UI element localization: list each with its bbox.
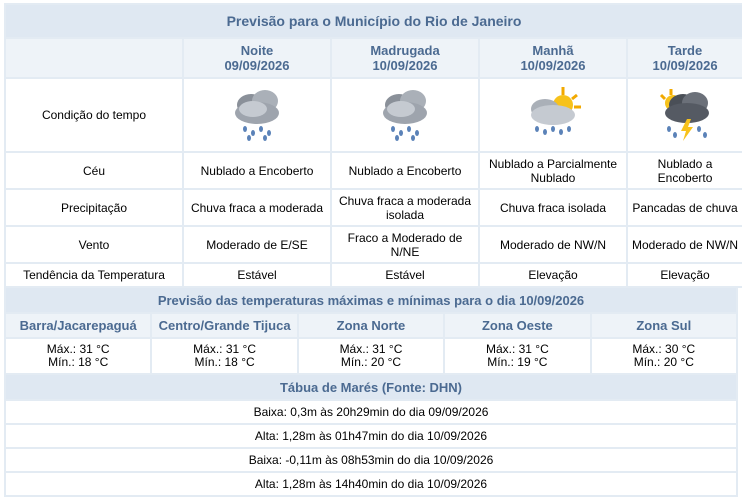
temp-min: Mín.: 18 °C xyxy=(48,355,109,369)
temperature-title: Previsão das temperaturas máximas e mínimas para o dia 10/09/2026 xyxy=(6,288,736,312)
temperature-table xyxy=(4,286,738,375)
temp-max: Máx.: 31 °C xyxy=(46,342,110,356)
tendencia-value: Elevação xyxy=(480,264,626,286)
temp-max: Máx.: 31 °C xyxy=(485,342,549,356)
tendencia-value: Estável xyxy=(184,264,330,286)
storm-icon xyxy=(653,85,717,145)
period-name: Noite xyxy=(240,43,274,58)
cloud-rain-icon xyxy=(373,85,437,145)
period-date: 10/09/2026 xyxy=(520,58,586,73)
period-header-manha xyxy=(480,39,626,77)
vento-value: Moderado de NW/N xyxy=(628,227,742,262)
row-label-ceu: Céu xyxy=(6,153,182,188)
period-header-tarde xyxy=(628,39,742,77)
ceu-value: Nublado a Encoberto xyxy=(332,153,478,188)
tide-entry: Alta: 1,28m às 14h40min do dia 10/09/2026 xyxy=(6,473,736,495)
vento-value: Moderado de E/SE xyxy=(184,227,330,262)
precipitacao-value: Chuva fraca isolada xyxy=(480,190,626,225)
period-date: 09/09/2026 xyxy=(224,58,290,73)
period-date: 10/09/2026 xyxy=(652,58,718,73)
forecast-panel xyxy=(4,3,738,497)
ceu-value: Nublado a Encoberto xyxy=(184,153,330,188)
ceu-value: Nublado a Encoberto xyxy=(628,153,742,188)
tendencia-value: Elevação xyxy=(628,264,742,286)
vento-value: Fraco a Moderado de N/NE xyxy=(332,227,478,262)
tide-title: Tábua de Marés (Fonte: DHN) xyxy=(6,375,736,399)
zone-name: Zona Norte xyxy=(299,314,443,337)
precipitacao-value: Pancadas de chuva xyxy=(628,190,742,225)
weather-icon-cell xyxy=(184,79,330,151)
temp-min: Mín.: 19 °C xyxy=(487,355,548,369)
weather-icon-cell xyxy=(332,79,478,151)
precipitacao-value: Chuva fraca a moderada isolada xyxy=(332,190,478,225)
sun-cloud-rain-icon xyxy=(521,85,585,145)
tide-entry: Baixa: 0,3m às 20h29min do dia 09/09/2026 xyxy=(6,401,736,423)
tide-table xyxy=(4,373,738,497)
zone-name: Zona Oeste xyxy=(445,314,589,337)
zone-temps xyxy=(592,339,736,373)
vento-value: Moderado de NW/N xyxy=(480,227,626,262)
period-date: 10/09/2026 xyxy=(372,58,438,73)
tendencia-value: Estável xyxy=(332,264,478,286)
weather-icon-cell xyxy=(628,79,742,151)
period-name: Madrugada xyxy=(370,43,440,58)
temp-min: Mín.: 18 °C xyxy=(194,355,255,369)
period-header-noite xyxy=(184,39,330,77)
corner-cell xyxy=(6,39,182,77)
row-label-tendencia: Tendência da Temperatura xyxy=(6,264,182,286)
temp-min: Mín.: 20 °C xyxy=(633,355,694,369)
cloud-rain-icon xyxy=(225,85,289,145)
period-name: Tarde xyxy=(667,43,703,58)
tide-entry: Alta: 1,28m às 01h47min do dia 10/09/2026 xyxy=(6,425,736,447)
zone-name: Zona Sul xyxy=(592,314,736,337)
forecast-table xyxy=(4,3,742,288)
period-name: Manhã xyxy=(532,43,574,58)
row-label-precipitacao: Precipitação xyxy=(6,190,182,225)
tide-entry: Baixa: -0,11m às 08h53min do dia 10/09/2026 xyxy=(6,449,736,471)
zone-temps xyxy=(152,339,296,373)
temp-min: Mín.: 20 °C xyxy=(340,355,402,369)
weather-icon-cell xyxy=(480,79,626,151)
row-label-condicao: Condição do tempo xyxy=(6,79,182,151)
temp-max: Máx.: 31 °C xyxy=(339,342,403,356)
row-label-vento: Vento xyxy=(6,227,182,262)
period-header-madrugada xyxy=(332,39,478,77)
zone-temps xyxy=(6,339,150,373)
zone-temps xyxy=(299,339,443,373)
temp-max: Máx.: 30 °C xyxy=(632,342,696,356)
precipitacao-value: Chuva fraca a moderada xyxy=(184,190,330,225)
zone-temps xyxy=(445,339,589,373)
forecast-title: Previsão para o Município do Rio de Janeiro xyxy=(6,5,742,37)
zone-name: Centro/Grande Tijuca xyxy=(152,314,296,337)
ceu-value: Nublado a Parcialmente Nublado xyxy=(480,153,626,188)
zone-name: Barra/Jacarepaguá xyxy=(6,314,150,337)
temp-max: Máx.: 31 °C xyxy=(193,342,256,356)
